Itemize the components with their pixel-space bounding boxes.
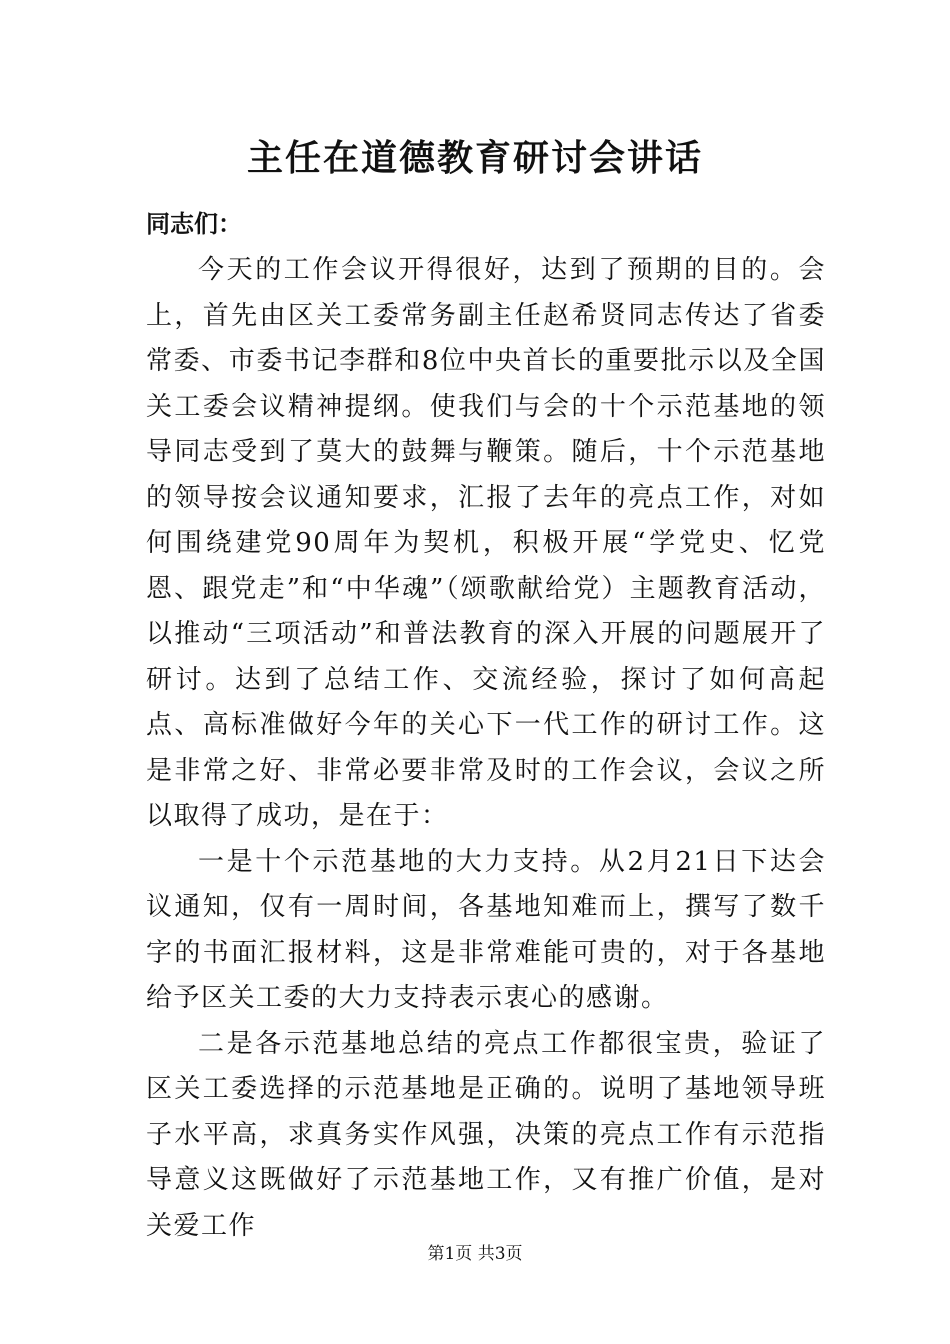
document-body bbox=[146, 248, 826, 1249]
paragraph: 一是十个示范基地的大力支持。从2月21日下达会议通知，仅有一周时间，各基地知难而上，撰写了数千字的书面汇报材料，这是非常难能可贵的，对于各基地给予区关工委的大力支持表示衷心的感谢。 bbox=[146, 846, 826, 1013]
paragraph: 二是各示范基地总结的亮点工作都很宝贵，验证了区关工委选择的示范基地是正确的。说明了基地领导班子水平高，求真务实作风强，决策的亮点工作有示范指导意义这既做好了示范基地工作，又有推广价值，是对关爱工作 bbox=[146, 1028, 826, 1241]
page-footer: 第1页 共3页 bbox=[427, 1244, 523, 1264]
paragraph: 今天的工作会议开得很好，达到了预期的目的。会上，首先由区关工委常务副主任赵希贤同志传达了省委常委、市委书记李群和8位中央首长的重要批示以及全国关工委会议精神提纲。使我们与会的十个示范基地的领导同志受到了莫大的鼓舞与鞭策。随后，十个示范基地的领导按会议通知要求，汇报了去年的亮点工作，对如何围绕建党90周年为契机，积极开展“学党史、忆党恩、跟党走”和“中华魂”（颂歌献给党）主题教育活动，以推动“三项活动”和普法教育的深入开展的问题展开了研讨。达到了总结工作、交流经验，探讨了如何高起点、高标准做好今年的关心下一代工作的研讨工作。这是非常之好、非常必要非常及时的工作会议，会议之所以取得了成功，是在于： bbox=[146, 255, 826, 831]
salutation: 同志们： bbox=[146, 209, 242, 238]
page-title: 主任在道德教育研讨会讲话 bbox=[246, 137, 703, 179]
